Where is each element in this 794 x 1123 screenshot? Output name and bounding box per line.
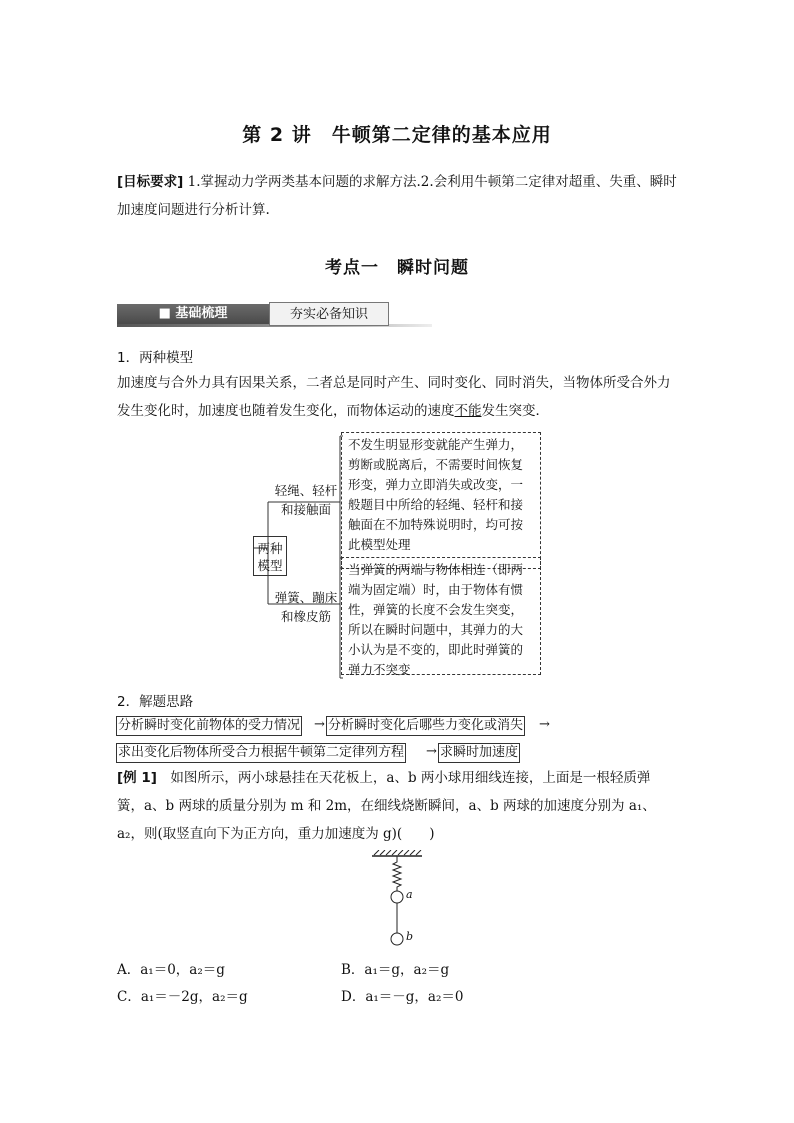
example-text: 如图所示，两小球悬挂在天花板上，a、b 两小球用细线连接，上面是一根轻质弹簧，a、b 两球的质量分别为 m 和 2m，在细线烧断瞬间，a、b 两球的加速度分别为 a₁、a₂，则(取竖直向下为正方向，重力加速度为 g)( ) — [117, 770, 656, 842]
ball-a-label: a — [406, 888, 413, 901]
ball-b-label: b — [406, 930, 414, 943]
example-1 — [117, 764, 677, 848]
diagram-main-box — [253, 536, 287, 576]
knowledge-banner — [117, 302, 432, 328]
branch2-description: 当弹簧的两端与物体相连（即两端为固定端）时，由于物体有惯性，弹簧的长度不会发生突变，所以在瞬时问题中，其弹力的大小认为是不变的，即此时弹簧的弹力不突变 — [341, 557, 541, 675]
flow-arrow-1: → — [314, 717, 325, 732]
banner-sublabel: 夯实必备知识 — [269, 302, 389, 326]
part1-underline: 不能 — [454, 403, 482, 419]
part1-text-end: 发生突变． — [481, 403, 549, 419]
spring-ball-figure — [360, 850, 440, 950]
example-tag: [例 1] — [117, 770, 157, 786]
flow-step-1: 分析瞬时变化前物体的受力情况 — [116, 716, 302, 736]
branch1-label-top: 轻绳、轻杆 — [274, 483, 338, 498]
page-title: 第 2 讲 牛顿第二定律的基本应用 — [242, 124, 552, 146]
branch1-label — [271, 481, 341, 519]
ball-a — [391, 891, 403, 903]
banner-label: ■ 基础梳理 — [117, 304, 269, 324]
branch1-description: 不发生明显形变就能产生弹力，剪断或脱离后，不需要时间恢复形变，弹力立即消失或改变，一般题目中所给的轻绳、轻杆和接触面在不加特殊说明时，均可按此模型处理 — [341, 432, 541, 569]
option-a: A．a₁＝0，a₂＝g — [117, 962, 225, 978]
flow-step-3: 求出变化后物体所受合力根据牛顿第二定律列方程 — [116, 743, 406, 763]
diagram-main-label: 两种模型 — [257, 541, 283, 573]
option-b: B．a₁＝g，a₂＝g — [341, 962, 450, 978]
flow-arrow-2: → — [539, 717, 550, 732]
part1-paragraph — [117, 369, 677, 425]
part1-heading: 1．两种模型 — [117, 350, 194, 366]
ceiling-hatch — [374, 850, 421, 855]
option-c: C．a₁＝－2g，a₂＝g — [117, 989, 248, 1005]
option-d: D．a₁＝－g，a₂＝0 — [341, 989, 464, 1005]
learning-goal — [117, 168, 677, 224]
goal-tag: [目标要求] — [117, 174, 184, 190]
flow-step-2: 分析瞬时变化后哪些力变化或消失 — [326, 716, 525, 736]
part1-text: 加速度与合外力具有因果关系，二者总是同时产生、同时变化、同时消失，当物体所受合外力发生变化时，加速度也随着发生变化，而物体运动的速度 — [117, 375, 671, 419]
branch2-label-top: 弹簧、蹦床 — [274, 590, 338, 605]
spring-icon — [393, 856, 401, 891]
flow-arrow-3: → — [426, 744, 437, 759]
section-title: 考点一 瞬时问题 — [325, 258, 469, 278]
goal-text: 1.掌握动力学两类基本问题的求解方法.2.会利用牛顿第二定律对超重、失重、瞬时加速度问题进行分析计算. — [117, 174, 677, 218]
flow-step-4: 求瞬时加速度 — [438, 743, 520, 763]
part2-heading: 2．解题思路 — [117, 694, 194, 710]
branch2-label-bottom: 和橡皮筋 — [280, 609, 331, 624]
ball-b — [391, 933, 403, 945]
branch2-label — [271, 588, 341, 626]
branch1-label-bottom: 和接触面 — [280, 502, 331, 517]
